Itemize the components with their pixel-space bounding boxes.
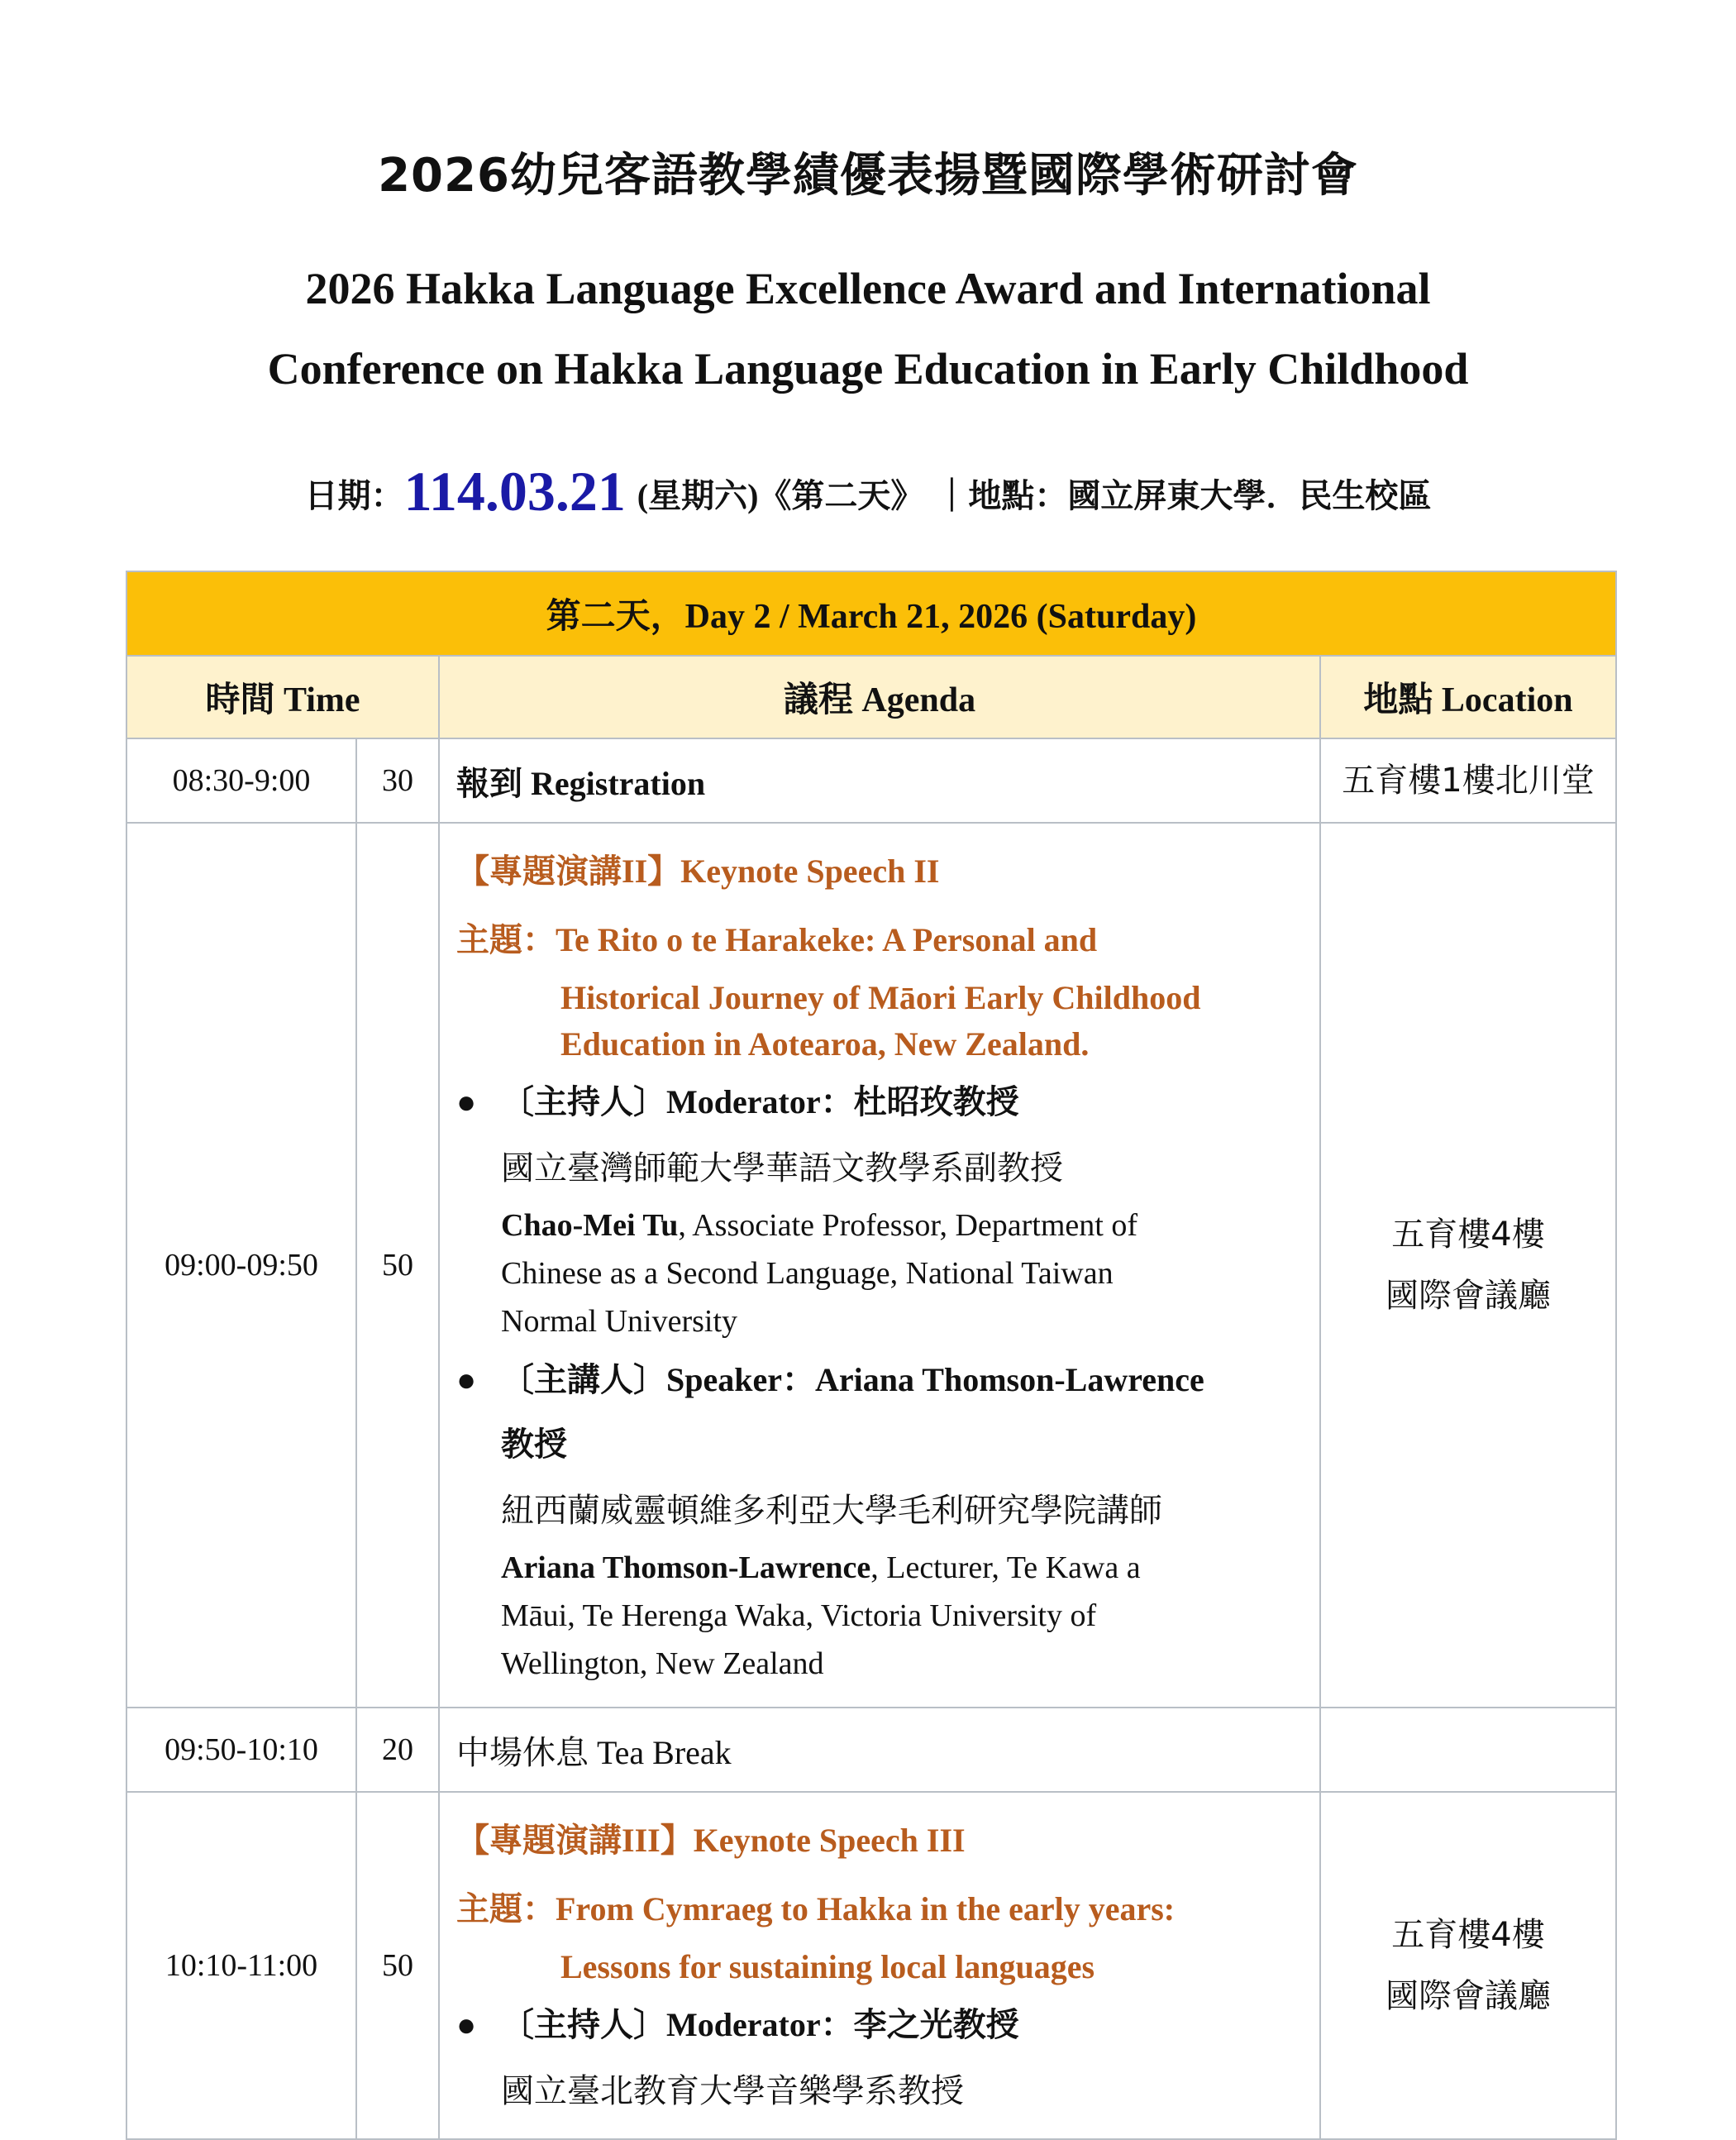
speaker-line <box>456 1357 1303 1403</box>
location-line1: 五育樓4樓 <box>1391 1216 1545 1254</box>
agenda-cell <box>439 1792 1320 2139</box>
topic <box>456 1886 1303 1990</box>
separator: ｜ <box>935 477 969 515</box>
moderator-affiliation-zh: 國立臺灣師範大學華語文教學系副教授 <box>501 1149 1063 1187</box>
agenda-cell <box>439 738 1320 823</box>
location-cell <box>1320 1708 1616 1792</box>
speaker-affil-en2: Māui, Te Herenga Waka, Victoria University of <box>501 1598 1097 1633</box>
bullet-icon: ● <box>456 1083 477 1120</box>
speaker-text: 〔主講人〕Speaker：Ariana Thomson-Lawrence <box>501 1361 1204 1398</box>
keynote-title: 【專題演講II】Keynote Speech II <box>456 853 940 890</box>
agenda-cell <box>439 823 1320 1708</box>
location-line2: 國際會議廳 <box>1385 1277 1551 1315</box>
speaker-affiliation-en <box>456 1544 1303 1688</box>
table-row <box>126 823 1616 1708</box>
topic-line3: Education in Aotearoa, New Zealand. <box>560 1025 1090 1063</box>
column-header-time: 時間 Time <box>126 656 439 738</box>
date-value: 114.03.21 <box>403 460 626 523</box>
location-cell <box>1320 1792 1616 2139</box>
duration-cell: 50 <box>356 1792 439 2139</box>
topic-line2: Historical Journey of Māori Early Childhood <box>560 979 1201 1016</box>
duration-cell: 50 <box>356 823 439 1708</box>
day-heading: 第二天，Day 2 / March 21, 2026 (Saturday) <box>126 571 1616 656</box>
agenda-table <box>126 571 1617 2140</box>
location-cell <box>1320 823 1616 1708</box>
time-cell: 09:00-09:50 <box>126 823 356 1708</box>
agenda-text: 中場休息 Tea Break <box>456 1733 732 1771</box>
topic-line1: Te Rito o te Harakeke: A Personal and <box>556 921 1098 958</box>
topic-line2: Lessons for sustaining local languages <box>560 1948 1095 1985</box>
topic <box>456 917 1303 1068</box>
speaker-affil-en3: Wellington, New Zealand <box>501 1646 824 1681</box>
speaker-affiliation-zh: 紐西蘭威靈頓維多利亞大學毛利研究學院講師 <box>501 1492 1162 1530</box>
table-row <box>126 1792 1616 2139</box>
duration-cell: 30 <box>356 738 439 823</box>
table-row <box>126 1708 1616 1792</box>
topic-line1: From Cymraeg to Hakka in the early years: <box>556 1890 1176 1927</box>
location-line1: 五育樓4樓 <box>1391 1916 1545 1954</box>
moderator-line <box>456 2002 1303 2048</box>
time-cell: 09:50-10:10 <box>126 1708 356 1792</box>
moderator-name-en: Chao-Mei Tu <box>501 1208 679 1243</box>
duration-cell: 20 <box>356 1708 439 1792</box>
bullet-icon: ● <box>456 1361 477 1398</box>
topic-label: 主題： <box>456 1890 556 1928</box>
column-header-row <box>126 656 1616 738</box>
agenda-text: 報到 Registration <box>456 764 706 802</box>
page-title-en-line2: Conference on Hakka Language Education in Early Childhood <box>267 344 1469 394</box>
moderator-affil-en3: Normal University <box>501 1304 738 1339</box>
topic-label: 主題： <box>456 921 556 959</box>
table-row <box>126 738 1616 823</box>
date-location-line <box>0 459 1736 524</box>
page-title-en-line1: 2026 Hakka Language Excellence Award and International <box>305 264 1431 313</box>
moderator-text: 〔主持人〕Moderator：李之光教授 <box>501 2006 1019 2043</box>
column-header-location: 地點 Location <box>1320 656 1616 738</box>
time-cell: 08:30-9:00 <box>126 738 356 823</box>
speaker-name-en: Ariana Thomson-Lawrence <box>501 1550 871 1585</box>
location-cell: 五育樓1樓北川堂 <box>1320 738 1616 823</box>
agenda-cell <box>439 1708 1320 1792</box>
keynote-title: 【專題演講III】Keynote Speech III <box>456 1822 966 1859</box>
moderator-affiliation-en <box>456 1201 1303 1345</box>
moderator-affil-en1: , Associate Professor, Department of <box>678 1208 1138 1243</box>
location-label: 地點：國立屏東大學．民生校區 <box>968 477 1432 515</box>
column-header-agenda: 議程 Agenda <box>439 656 1320 738</box>
page-title-zh: 2026幼兒客語教學績優表揚暨國際學術研討會 <box>378 149 1358 203</box>
bullet-icon: ● <box>456 2006 477 2043</box>
moderator-affiliation-zh: 國立臺北教育大學音樂學系教授 <box>501 2072 964 2110</box>
speaker-title-cont: 教授 <box>501 1426 567 1464</box>
moderator-affil-en2: Chinese as a Second Language, National Taiwan <box>501 1256 1114 1291</box>
time-cell: 10:10-11:00 <box>126 1792 356 2139</box>
speaker-affil-en1: , Lecturer, Te Kawa a <box>870 1550 1141 1585</box>
date-label: 日期： <box>304 477 404 515</box>
day-heading-row <box>126 571 1616 656</box>
moderator-text: 〔主持人〕Moderator：杜昭玫教授 <box>501 1083 1019 1120</box>
moderator-line <box>456 1079 1303 1125</box>
weekday-label: (星期六)《第二天》 <box>637 477 924 514</box>
location-line2: 國際會議廳 <box>1385 1977 1551 2015</box>
